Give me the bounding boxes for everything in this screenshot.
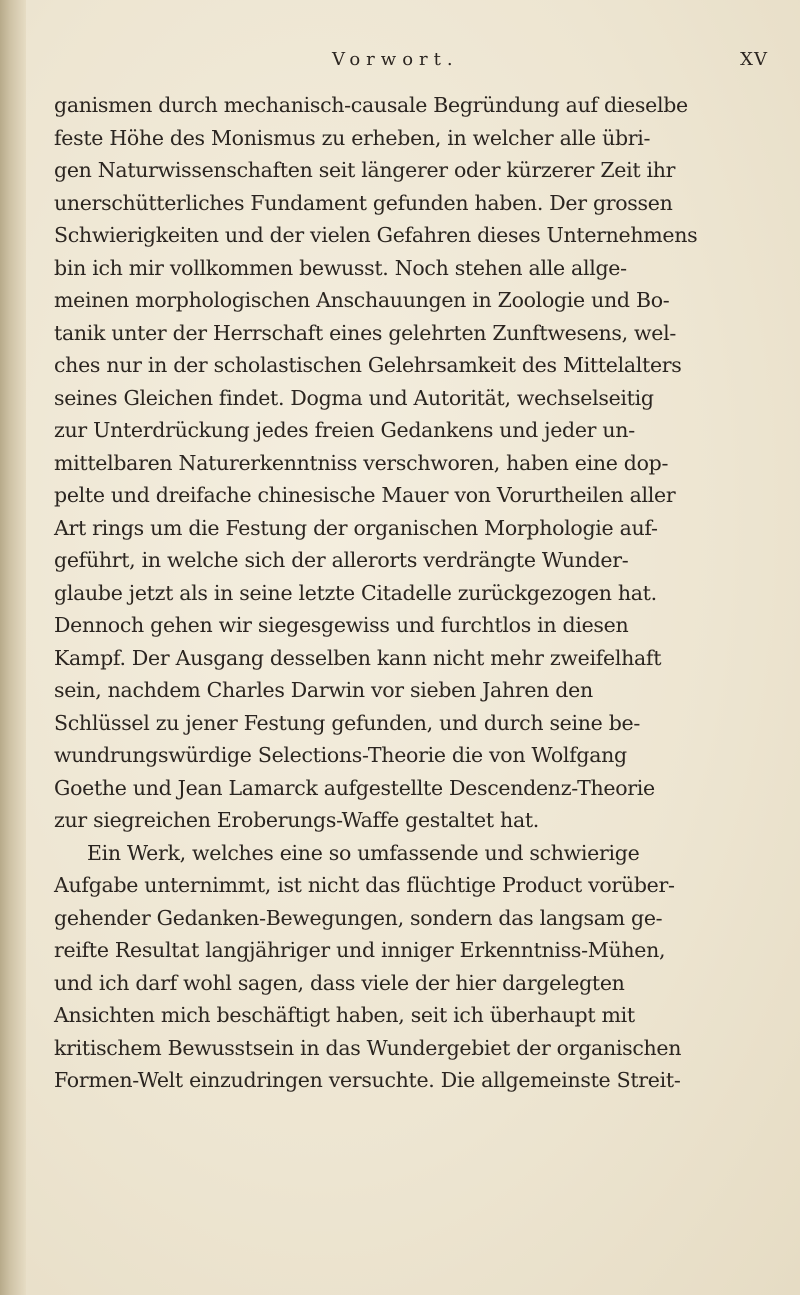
text-line: ganismen durch mechanisch-causale Begründung auf dieselbe xyxy=(54,93,688,117)
page-header xyxy=(40,49,768,79)
text-line: Formen-Welt einzudringen versuchte. Die allgemeinste Streit- xyxy=(54,1068,681,1092)
page-gutter-shadow xyxy=(0,0,26,1295)
text-line: wundrungswürdige Selections-Theorie die von Wolfgang xyxy=(54,743,627,767)
text-line: Ansichten mich beschäftigt haben, seit ich überhaupt mit xyxy=(54,1003,635,1027)
text-line: gen Naturwissenschaften seit längerer oder kürzerer Zeit ihr xyxy=(54,158,676,182)
text-line: seines Gleichen findet. Dogma und Autorität, wechselseitig xyxy=(54,385,654,410)
text-line: Dennoch gehen wir siegesgewiss und furchtlos in diesen xyxy=(54,613,629,637)
text-line: zur Unterdrückung jedes freien Gedankens und jeder un- xyxy=(54,418,635,442)
text-line: mittelbaren Naturerkenntniss verschworen, haben eine dop- xyxy=(54,450,669,475)
text-line: Schlüssel zu jener Festung gefunden, und durch seine be- xyxy=(54,710,640,735)
text-line: meinen morphologischen Anschauungen in Zoologie und Bo- xyxy=(54,288,670,312)
text-line: und ich darf wohl sagen, dass viele der hier dargelegten xyxy=(54,970,625,995)
text-line: reifte Resultat langjähriger und inniger Erkenntniss-Mühen, xyxy=(54,938,666,962)
body-text xyxy=(54,89,774,1097)
text-line: kritischem Bewusstsein in das Wundergebiet der organischen xyxy=(54,1035,682,1060)
text-line: Goethe und Jean Lamarck aufgestellte Descendenz-Theorie xyxy=(54,775,655,800)
text-line: glaube jetzt als in seine letzte Citadelle zurückgezogen hat. xyxy=(54,580,657,605)
text-line: Art rings um die Festung der organischen Morphologie auf- xyxy=(54,515,658,540)
text-line: tanik unter der Herrschaft eines gelehrten Zunftwesens, wel- xyxy=(54,320,677,345)
text-line: ches nur in der scholastischen Gelehrsamkeit des Mittelalters xyxy=(54,353,682,377)
text-line: Kampf. Der Ausgang desselben kann nicht mehr zweifelhaft xyxy=(54,645,662,670)
text-line: gehender Gedanken-Bewegungen, sondern das langsam ge- xyxy=(54,905,663,930)
text-line: bin ich mir vollkommen bewusst. Noch stehen alle allge- xyxy=(54,255,627,280)
text-line: Aufgabe unternimmt, ist nicht das flüchtige Product vorüber- xyxy=(54,873,675,897)
text-line: feste Höhe des Monismus zu erheben, in welcher alle übri- xyxy=(54,125,651,150)
text-line: geführt, in welche sich der allerorts verdrängte Wunder- xyxy=(54,548,629,572)
text-line: Schwierigkeiten und der vielen Gefahren dieses Unternehmens xyxy=(54,223,698,247)
running-head: Vorwort. xyxy=(332,49,459,70)
paragraph-first-line: Ein Werk, welches eine so umfassende und schwierige xyxy=(87,840,640,865)
text-line: unerschütterliches Fundament gefunden haben. Der grossen xyxy=(54,190,673,215)
page-number: XV xyxy=(740,49,768,70)
text-line: zur siegreichen Eroberungs-Waffe gestaltet hat. xyxy=(54,808,540,832)
text-line: sein, nachdem Charles Darwin vor sieben Jahren den xyxy=(54,678,593,702)
text-line: pelte und dreifache chinesische Mauer von Vorurtheilen aller xyxy=(54,483,676,507)
